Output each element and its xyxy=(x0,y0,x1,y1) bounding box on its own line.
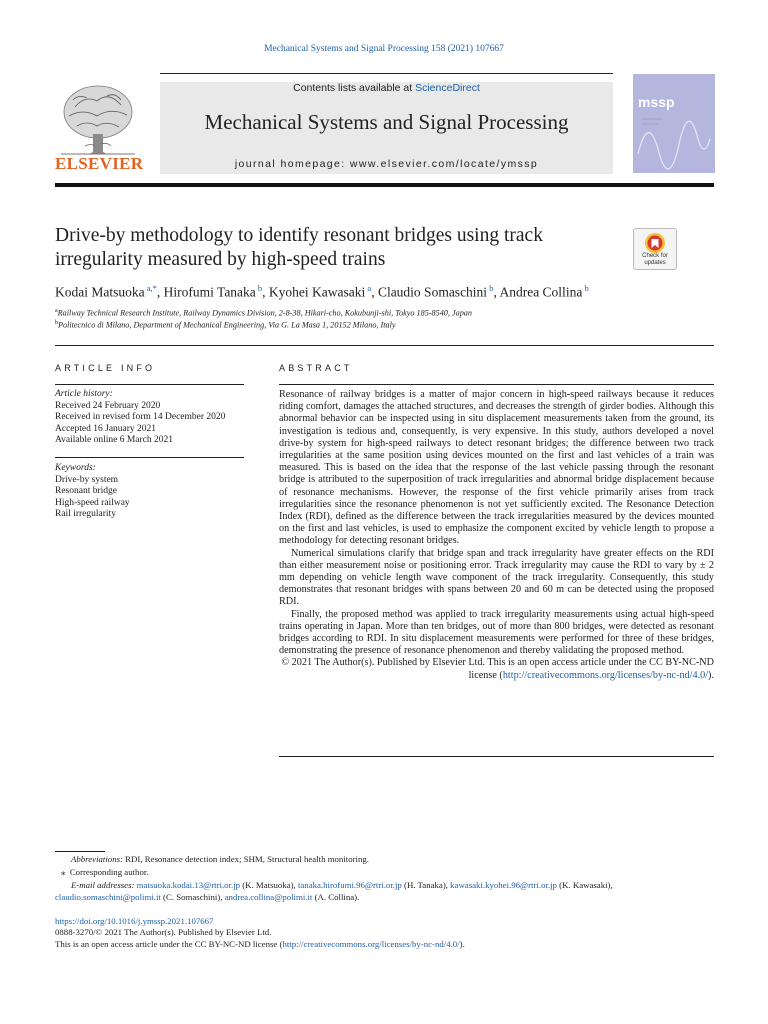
article-title: Drive-by methodology to identify resonant bridges using track irregularity measured by high-speed trains xyxy=(55,225,543,270)
email-note xyxy=(55,879,714,892)
journal-title: Mechanical Systems and Signal Processing xyxy=(204,110,569,134)
abbreviations-text: RDI, Resonance detection index; SHM, Structural health monitoring. xyxy=(122,854,369,864)
cover-title: mssp xyxy=(638,94,675,110)
masthead-bottom-rule xyxy=(55,183,714,187)
corresponding-mark: ⁎ xyxy=(61,866,66,877)
abstract-heading: ABSTRACT xyxy=(279,363,353,373)
article-info-rule xyxy=(55,384,244,385)
check-updates-label xyxy=(634,253,676,266)
email-owner: (C. Somaschini), xyxy=(160,892,225,903)
email-link[interactable]: andrea.collina@polimi.it xyxy=(224,892,313,903)
history-item: Received 24 February 2020 xyxy=(55,400,161,411)
email-owner: (H. Tanaka), xyxy=(401,879,451,890)
license-link[interactable]: http://creativecommons.org/licenses/by-nc-nd/4.0/ xyxy=(502,669,709,681)
abbreviations-note xyxy=(55,853,714,866)
article-info-heading: ARTICLE INFO xyxy=(55,363,156,373)
history-item: Received in revised form 14 December 2020 xyxy=(55,412,226,423)
affiliation-mark: b xyxy=(55,320,58,326)
header-divider xyxy=(55,345,714,346)
email-link[interactable]: claudio.somaschini@polimi.it xyxy=(55,892,161,903)
check-updates-label-2: updates xyxy=(644,259,666,266)
keywords-label: Keywords: xyxy=(55,463,96,473)
history-item: Available online 6 March 2021 xyxy=(55,435,174,446)
author-affil-mark[interactable]: b xyxy=(257,283,263,293)
keyword-item: Resonant bridge xyxy=(55,486,118,497)
doi-link[interactable]: https://doi.org/10.1016/j.ymssp.2021.107667 xyxy=(55,916,214,926)
email-link[interactable]: kawasaki.kyohei.96@rtri.or.jp xyxy=(450,879,557,890)
author-name[interactable]: Kodai Matsuoka xyxy=(55,284,145,300)
journal-citation[interactable]: Mechanical Systems and Signal Processing 158 (2021) 107667 xyxy=(264,44,504,54)
copyright-suffix: ). xyxy=(708,669,714,681)
email-owner: (K. Matsuoka), xyxy=(240,879,298,890)
abbreviations-label: Abbreviations: xyxy=(71,854,123,864)
masthead-top-rule xyxy=(160,73,613,74)
footnote-rule xyxy=(55,851,105,852)
keyword-item: Drive-by system xyxy=(55,474,119,485)
affiliation-text: Railway Technical Research Institute, Railway Dynamics Division, 2-8-38, Hikari-cho, Kokubunji-shi, Tokyo 185-8540, Japan xyxy=(57,308,472,318)
contents-line xyxy=(160,82,613,94)
affiliation-b xyxy=(55,320,396,330)
affiliation-mark: a xyxy=(55,308,58,314)
keyword-item: Rail irregularity xyxy=(55,509,116,520)
copyright-prefix: © 2021 The Author(s). Published by Elsevier Ltd. This is an open access article under the CC BY-NC-ND license ( xyxy=(281,657,714,681)
abstract-bottom-rule xyxy=(279,756,714,757)
license-line xyxy=(55,939,465,950)
affiliation-text: Politecnico di Milano, Department of Mechanical Engineering, Via G. La Masa 1, 20152 Milano, Italy xyxy=(58,320,396,330)
abstract-copyright xyxy=(279,657,714,681)
author-name[interactable]: Claudio Somaschini xyxy=(377,284,488,300)
issn-line: 0888-3270/© 2021 The Author(s). Published by Elsevier Ltd. xyxy=(55,927,272,938)
check-for-updates-button[interactable] xyxy=(633,228,677,270)
publication-info xyxy=(55,916,465,950)
history-label: Article history: xyxy=(55,389,113,399)
author-affil-mark[interactable]: b xyxy=(584,283,589,293)
email-owner: (K. Kawasaki), xyxy=(556,879,613,890)
author-affil-mark[interactable]: b xyxy=(489,283,494,293)
email-link[interactable]: tanaka.hirofumi.96@rtri.or.jp xyxy=(297,879,402,890)
email-label: E-mail addresses: xyxy=(71,879,135,890)
license-suffix: ). xyxy=(459,938,465,949)
author-name[interactable]: Hirofumi Tanaka xyxy=(163,284,256,300)
license-footer-link[interactable]: http://creativecommons.org/licenses/by-nc-nd/4.0/ xyxy=(282,938,460,949)
abstract-paragraph-1: Resonance of railway bridges is a matter of major concern in high-speed railways because it reduces riding comfort, damages the attached structures, and decreases the strength of girder bodies. Although this abnormal behavior can be inspected using in situ displacement measurements taken from the ground, its investigation is tedious and, consequently, is very expensive. In this study, authors developed a novel drive-by system for high-speed railways to detect resonant bridges; the difference between two track irregularities at the same position using devices mounted on the first and last vehicles of a train was measured. This is based on the idea that the response of the last vehicle passing through the resonant bridge is attributed to the superposition of track irregularities and abnormal bridge displacement because of resonance mechanisms. However, the response of the first vehicle primarily arises from track irregularities since the resonance phenomenon is not yet sufficiently excited. The Resonance Detection Index (RDI), defined as the difference between the track irregularities measured by the devices mounted on the first and last vehicles, is used to emphasize the component excited by vehicle length to propose a methodology for detecting resonant bridges. xyxy=(279,389,714,547)
affiliation-a xyxy=(55,308,472,318)
abstract-paragraph-3: Finally, the proposed method was applied to track irregularity measurements using actual high-speed trains operating in Japan. More than ten bridges, out of more than 800 bridges, were detected as resonant bridges according to RDI. In situ displacement measurements were performed for three of these bridges, demonstrating the presence of resonance phenomenon and thereby validating the proposed method. xyxy=(279,608,714,657)
journal-homepage[interactable]: journal homepage: www.elsevier.com/locate/ymssp xyxy=(234,158,539,170)
corresponding-note xyxy=(55,866,714,879)
abstract-paragraph-2: Numerical simulations clarify that bridge span and track irregularity have greater effects on the RDI than either measurement noise or positioning error. Track irregularity may cause the RDI to vary by ± 2 mm depending on vehicle length wave component of the track irregularity. Consequently, this study demonstrates that resonant bridges with spans between 20 and 60 m can be detected using the proposed RDI. xyxy=(279,547,714,608)
keywords-rule xyxy=(55,457,244,458)
license-prefix: This is an open access article under the CC BY-NC-ND license ( xyxy=(55,938,283,949)
cover-wave-icon xyxy=(633,74,715,173)
abstract-body xyxy=(279,389,714,682)
author-list: Kodai Matsuoka $^{a,*}$, Hirofumi Tanaka $^b$, Kyohei Kawasaki $^a$, Claudio Somaschini $^b$, Andrea Collina $^b$ xyxy=(55,283,589,300)
keywords xyxy=(55,463,255,521)
email-owner: (A. Collina). xyxy=(312,892,360,903)
keyword-item: High-speed railway xyxy=(55,497,130,508)
sciencedirect-link[interactable]: ScienceDirect xyxy=(415,82,480,94)
author-name[interactable]: Kyohei Kawasaki xyxy=(268,284,366,300)
abstract-top-rule xyxy=(279,384,714,385)
contents-prefix: Contents lists available at xyxy=(293,82,416,94)
author-affil-mark[interactable]: a xyxy=(367,283,372,293)
footnotes xyxy=(55,853,714,904)
journal-cover-thumbnail[interactable] xyxy=(633,74,715,173)
check-updates-label-1: Check for xyxy=(642,253,668,259)
corresponding-text: Corresponding author. xyxy=(69,866,149,877)
email-note-cont xyxy=(55,891,714,904)
elsevier-wordmark: ELSEVIER xyxy=(55,154,144,173)
author-affil-mark[interactable]: a,* xyxy=(146,283,157,293)
history-item: Accepted 16 January 2021 xyxy=(55,423,157,434)
author-name[interactable]: Andrea Collina xyxy=(499,284,583,300)
email-link[interactable]: matsuoka.kodai.13@rtri.or.jp xyxy=(136,879,241,890)
article-history xyxy=(55,389,255,447)
